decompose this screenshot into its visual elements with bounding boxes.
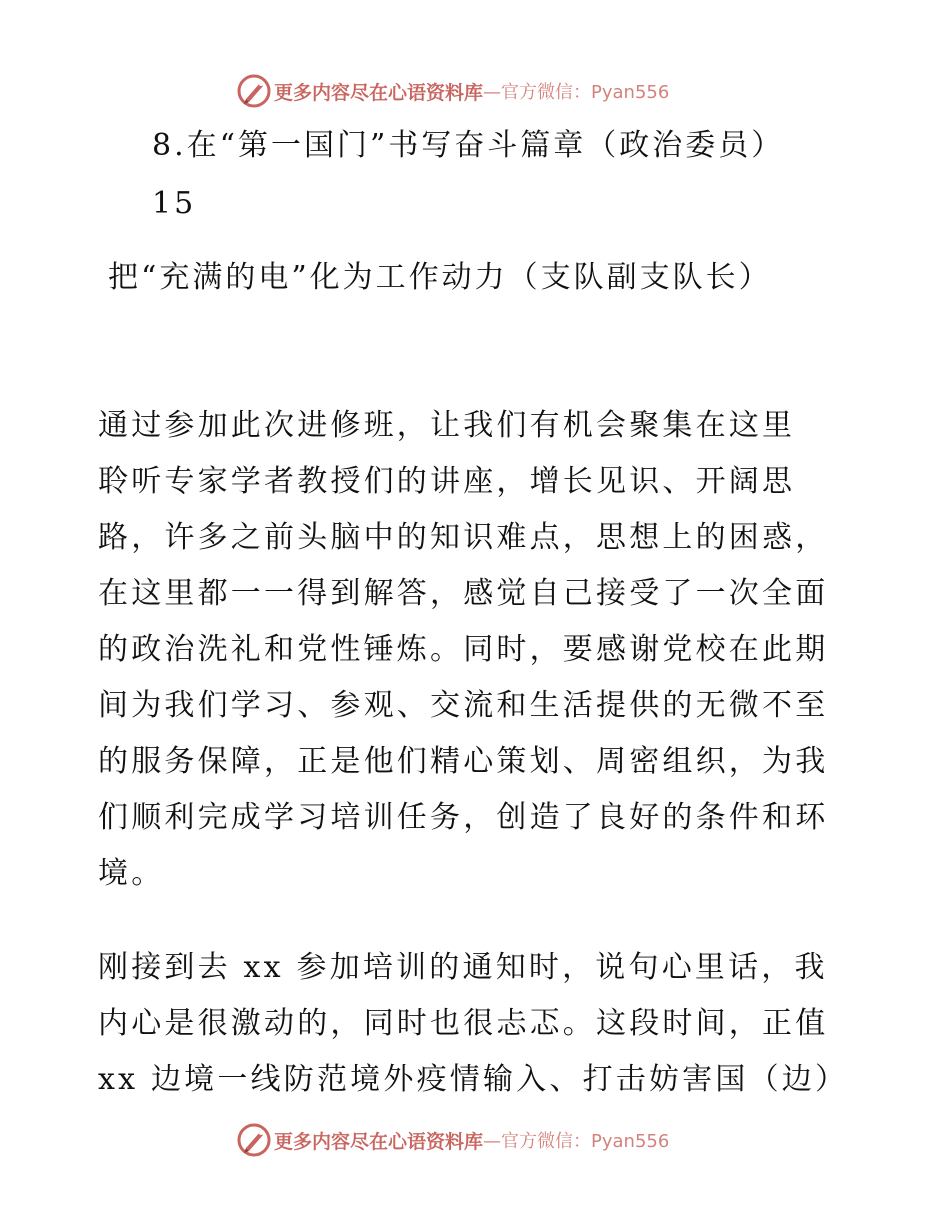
body-paragraph-1 [98, 398, 858, 902]
text-line: 的服务保障，正是他们精心策划、周密组织，为我 [98, 744, 829, 779]
watermark-main-text: 更多内容尽在心语资料库 [274, 81, 484, 104]
text-line: 聆听专家学者教授们的讲座，增长见识、开阔思 [98, 464, 796, 499]
article-title: 把“充满的电”化为工作动力（支队副支队长） [108, 260, 772, 295]
text-line: 的政治洗礼和党性锤炼。同时，要感谢党校在此期 [98, 632, 829, 667]
watermark-footer [236, 1122, 669, 1158]
text-line: 通过参加此次进修班，让我们有机会聚集在这里 [98, 408, 796, 443]
text-line: 内心是很激动的，同时也很忐忑。这段时间，正值 [98, 1006, 829, 1041]
watermark-main-text: 更多内容尽在心语资料库 [274, 1130, 484, 1153]
watermark-sub-text: —官方微信：Pyan556 [483, 1131, 670, 1152]
text-line: 们顺利完成学习培训任务，创造了良好的条件和环 [98, 800, 829, 835]
text-line: xx 边境一线防范境外疫情输入、打击妨害国（边） [98, 1062, 849, 1097]
pen-logo-icon [236, 73, 272, 109]
text-line: 路，许多之前头脑中的知识难点，思想上的困惑， [98, 520, 829, 555]
watermark-sub-text: —官方微信：Pyan556 [483, 82, 670, 103]
text-line: 刚接到去 xx 参加培训的通知时，说句心里话，我 [98, 950, 828, 985]
body-paragraph-2 [98, 940, 858, 1108]
section-heading: 8.在“第一国门”书写奋斗篇章（政治委员） [152, 128, 785, 163]
text-line: 在这里都一一得到解答，感觉自己接受了一次全面 [98, 576, 829, 611]
text-line: 间为我们学习、参观、交流和生活提供的无微不至 [98, 688, 829, 723]
section-heading-number: 15 [152, 186, 197, 221]
text-line: 境。 [98, 856, 165, 891]
pen-logo-icon [236, 1122, 272, 1158]
watermark-header [236, 73, 669, 109]
